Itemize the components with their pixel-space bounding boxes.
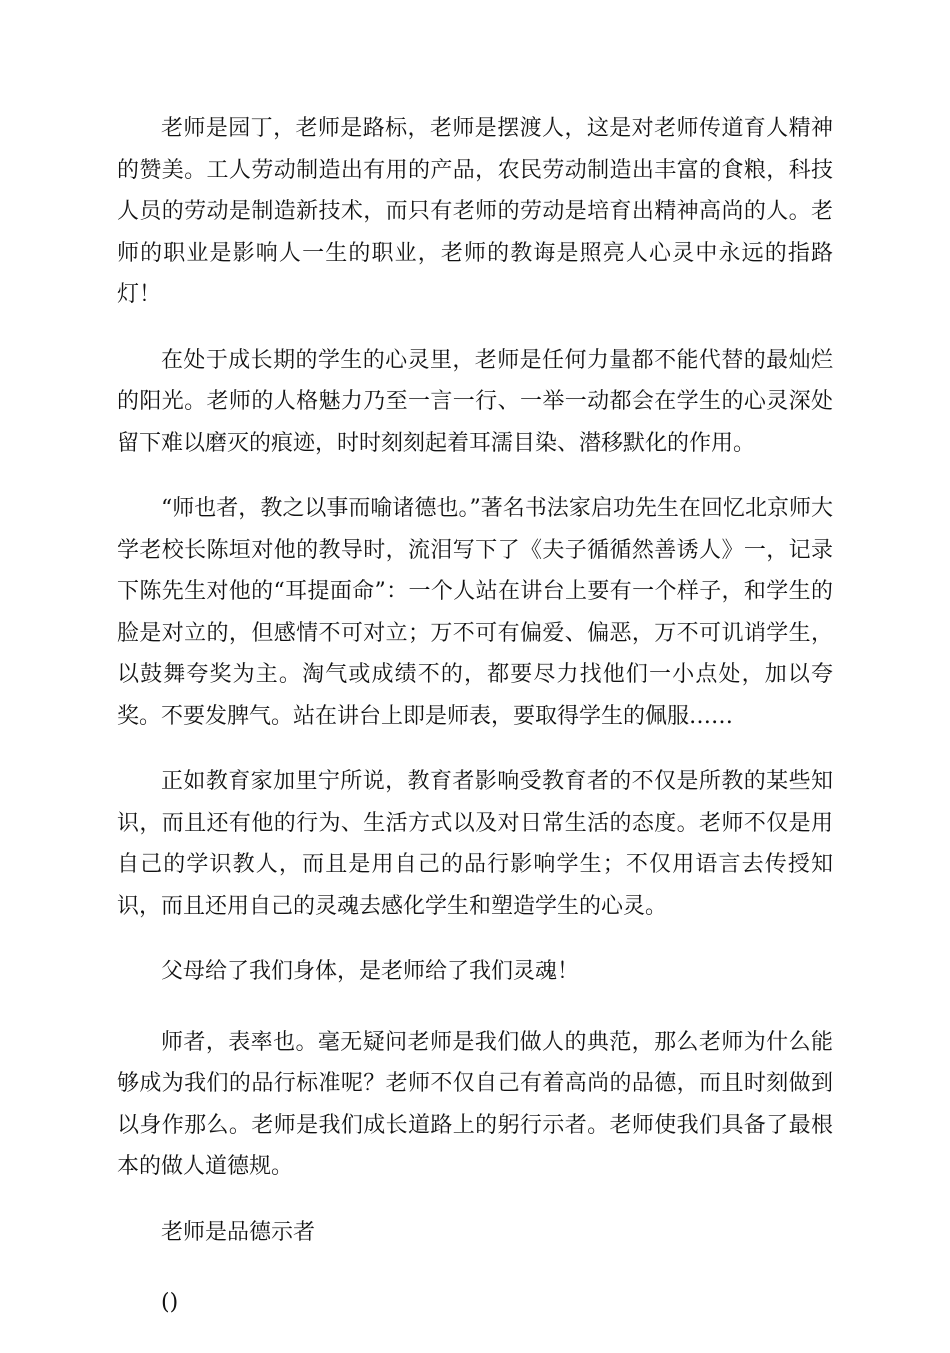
document-body <box>117 108 833 1353</box>
paragraph-kalinin: 正如教育家加里宁所说，教育者影响受教育者的不仅是所教的某些知识，而且还有他的行为、生活方式以及对日常生活的态度。老师不仅是用自己的学识教人，而且是用自己的品行影响学生；不仅用语言去传授知识，而且还用自己的灵魂去感化学生和塑造学生的心灵。 <box>117 769 833 919</box>
paragraph-sunshine: 在处于成长期的学生的心灵里，老师是任何力量都不能代替的最灿烂的阳光。老师的人格魅力乃至一言一行、一举一动都会在学生的心灵深处留下难以磨灭的痕迹，时时刻刻起着耳濡目染、潜移默化的作用。 <box>117 347 833 456</box>
paragraph-parentheses: () <box>161 1290 179 1315</box>
paragraph-qigong-quote: “师也者，教之以事而喻诸德也。”著名书法家启功先生在回忆北京师大学老校长陈垣对他的教导时，流泪写下了《夫子循循然善诱人》一，记录下陈先生对他的“耳提面命”：一个人站在讲台上要有一个样子，和学生的脸是对立的，但感情不可对立；万不可有偏爱、偏恶，万不可讥诮学生，以鼓舞夸奖为主。淘气或成绩不的，都要尽力找他们一小点处，加以夸奖。不要发脾气。站在讲台上即是师表，要取得学生的佩服…… <box>117 496 833 729</box>
paragraph-parents-soul: 父母给了我们身体，是老师给了我们灵魂！ <box>161 959 580 984</box>
paragraph-gardener: 老师是园丁，老师是路标，老师是摆渡人，这是对老师传道育人精神的赞美。工人劳动制造出有用的产品，农民劳动制造出丰富的食粮，科技人员的劳动是制造新技术，而只有老师的劳动是培育出精神高尚的人。老师的职业是影响人一生的职业，老师的教诲是照亮人心灵中永远的指路灯！ <box>117 116 833 307</box>
paragraph-heading-moral: 老师是品德示者 <box>161 1219 316 1245</box>
paragraph-role-model: 师者，表率也。毫无疑问老师是我们做人的典范，那么老师为什么能够成为我们的品行标准呢？老师不仅自己有着高尚的品德，而且时刻做到以身作那么。老师是我们成长道路上的躬行示者。老师使我们具备了最根本的做人道德规。 <box>117 1029 833 1179</box>
